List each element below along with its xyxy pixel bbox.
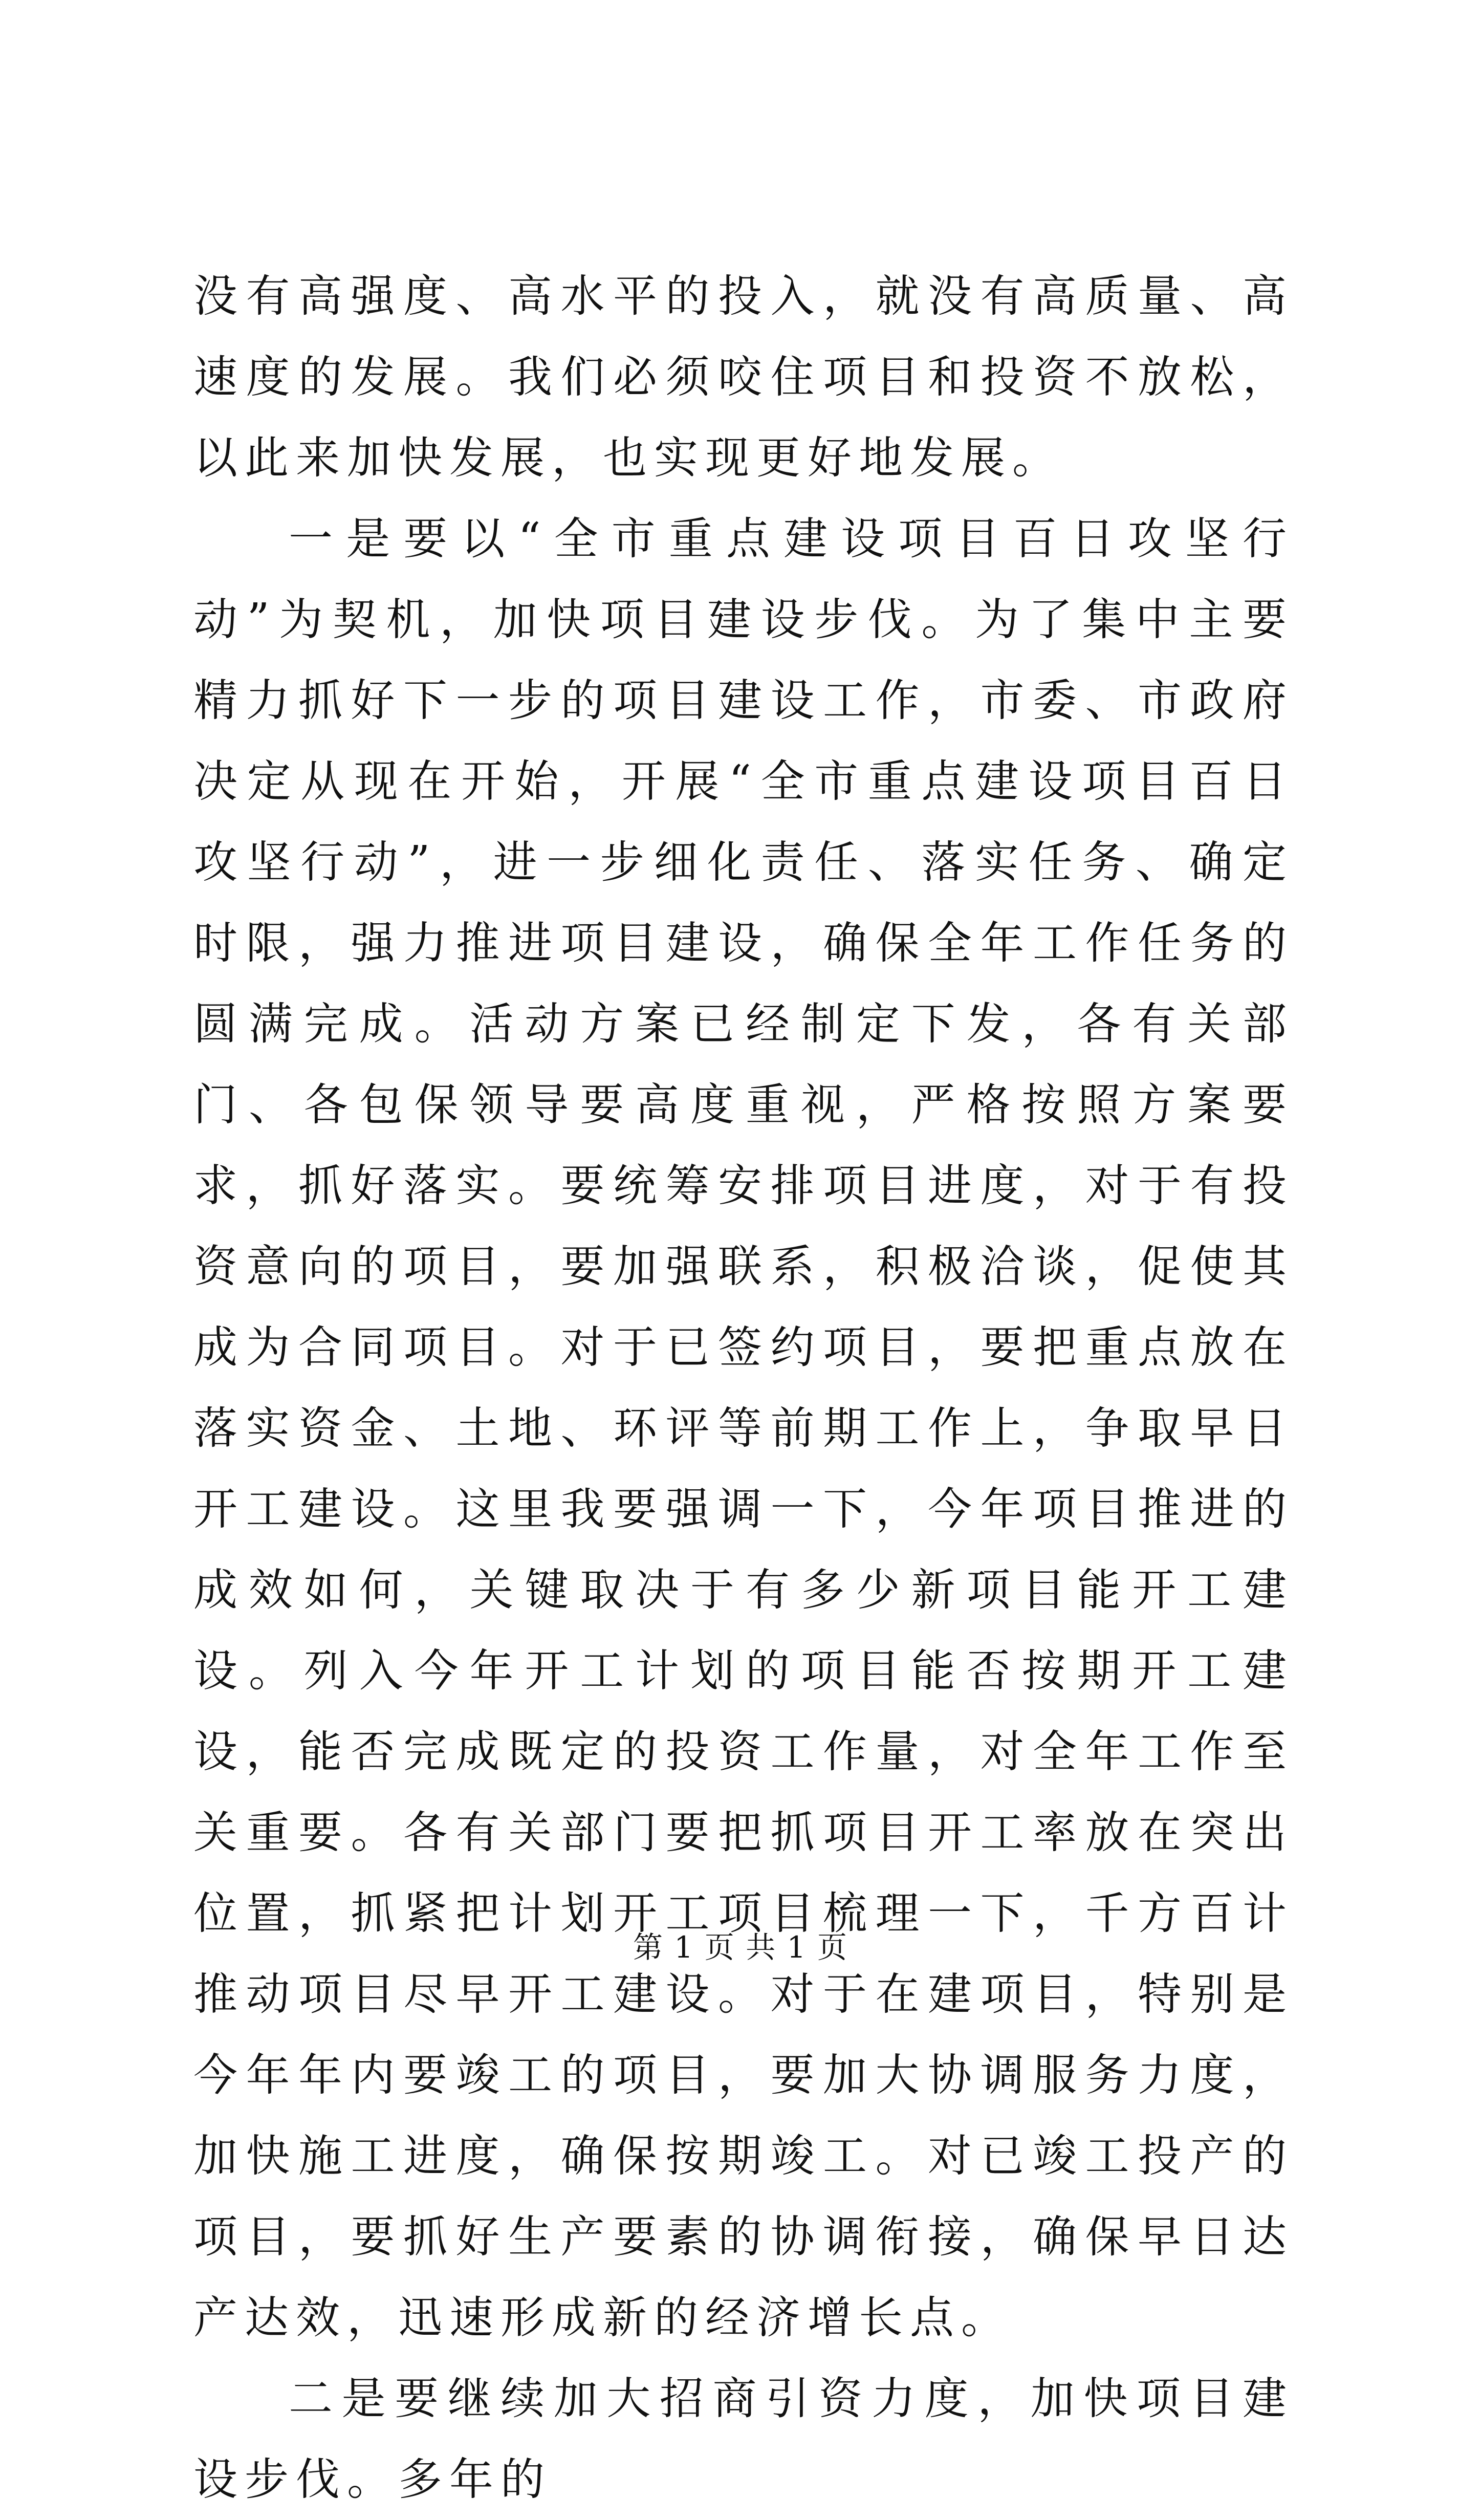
document-body [193,256,1294,2520]
paragraph-1: 没有高强度、高水平的投入，就没有高质量、高速度的发展。我们必须咬住项目和投资不放松，以此来加快发展，也实现更好地发展。 [193,271,1294,484]
page-footer: 第 1 页 共 1 页 [633,1930,848,1965]
paragraph-3: 二是要继续加大招商引资力度，加快项目建设步伐。多年的 [193,2373,1294,2505]
paragraph-2: 一是要以“全市重点建设项目百日攻坚行动”为契机，加快项目建设步伐。为了集中主要精力抓好下一步的项目建设工作，市委、市政府决定从现在开始，开展“全市重点建设项目百日攻坚行动”，进一步细化责任、落实任务、确定时限，强力推进项目建设，确保全年工作任务的圆满完成。活动方案已经制定下发，各有关部门、各包保领导要高度重视，严格按照方案要求，抓好落实。要统筹安排项目进度，对于有投资意向的项目，要加强联系，积极洽谈，促使其成为合同项目。对于已签约项目，要把重点放在落实资金、土地、环评等前期工作上，争取早日开工建设。这里我要强调一下，今年项目推进的成效如何，关键取决于有多少新项目能开工建设。列入今年开工计划的项目能否按期开工建设，能否完成既定的投资工作量，对全年工作至关重要。各有关部门要把抓项目开工率放在突出位置，抓紧把计划开工项目梳理一下，千方百计推动项目尽早开工建设。对于在建项目，特别是今年年内要竣工的项目，要加大协调服务力度，加快施工进度，确保按期竣工。对已竣工投产的项目，要抓好生产要素的协调衔接，确保早日达产达效，迅速形成新的经济增长点。 [193,513,1294,2343]
